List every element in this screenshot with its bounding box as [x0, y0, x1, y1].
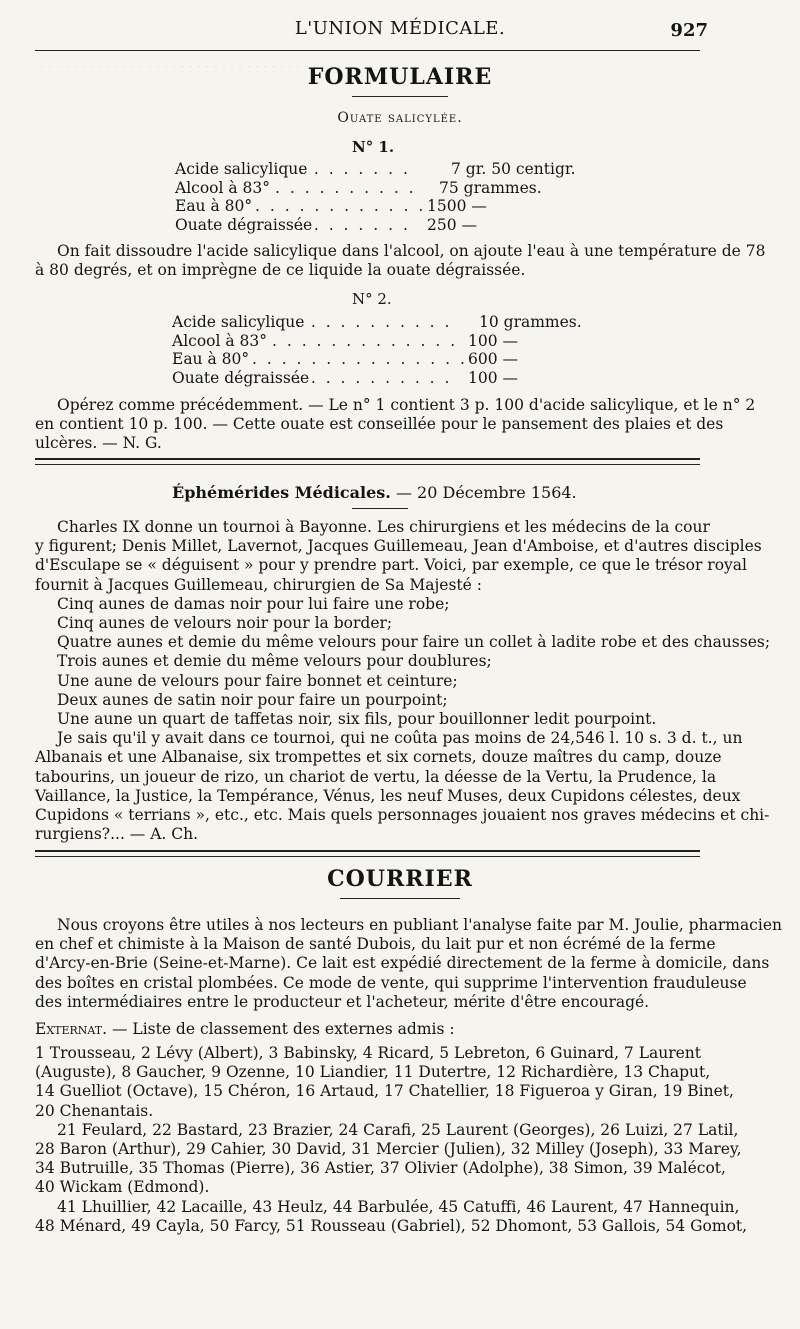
text-line: 41 Lhuillier, 42 Lacaille, 43 Heulz, 44 Barbulée, 45 Catuffi, 46 Laurent, 47 Hannequin, — [57, 1197, 740, 1216]
ingredient-qty: 250 — — [427, 216, 478, 234]
ephemerides-body — [35, 518, 771, 844]
text-line: 21 Feulard, 22 Bastard, 23 Brazier, 24 Carafi, 25 Laurent (Georges), 26 Luizi, 27 Latil, — [57, 1120, 739, 1139]
text-line: Cinq aunes de damas noir pour lui faire une robe; — [57, 594, 450, 613]
header-rule — [35, 50, 700, 51]
bleed-through-text: · · · · · · · · · · · · · · · · · · · · · · · · · · · · · · · · · · · · · — [40, 60, 342, 75]
text-line: Cinq aunes de velours noir pour la border; — [57, 614, 393, 633]
ephemerides-heading — [172, 483, 577, 502]
text-line: rurgiens?... — A. Ch. — [35, 825, 199, 844]
ingredient-name: Eau à 80° — [172, 350, 250, 368]
ingredient-row — [175, 179, 595, 198]
ingredient-row — [172, 350, 592, 369]
running-head: L'UNION MÉDICALE. — [294, 18, 506, 39]
text-line: y figurent; Denis Millet, Lavernot, Jacques Guillemeau, Jean d'Amboise, et d'autres disciples — [35, 537, 762, 556]
text-line: en contient 10 p. 100. — Cette ouate est conseillée pour le pansement des plaies et des — [35, 415, 724, 434]
leader-dots: . . . . . . . . . . . . — [255, 197, 426, 215]
text-line: Nous croyons être utiles à nos lecteurs en publiant l'analyse faite par M. Joulie, pharmacien — [57, 916, 782, 934]
text-line: 20 Chenantais. — [35, 1101, 154, 1120]
text-line: d'Esculape se « déguisent » pour y prendre part. Voici, par exemple, ce que le trésor royal — [35, 556, 747, 575]
heading-underline — [352, 508, 408, 509]
text-line: à 80 degrés, et on imprègne de ce liquide la ouate dégraissée. — [35, 261, 526, 280]
ingredient-row — [172, 313, 592, 332]
ingredient-row — [172, 332, 592, 351]
text-line: ulcères. — N. G. — [35, 434, 162, 453]
text-line: On fait dissoudre l'acide salicylique dans l'alcool, on ajoute l'eau à une température de 78 — [57, 242, 766, 260]
text-line: d'Arcy-en-Brie (Seine-et-Marne). Ce lait est expédié directement de la ferme à domicile, dans — [35, 954, 770, 973]
text-line: Albanais et une Albanaise, six trompettes et six cornets, douze maîtres du camp, douze — [35, 748, 722, 767]
ingredient-row — [175, 160, 595, 179]
title-underline — [352, 96, 448, 97]
ephemerides-title: Éphémérides Médicales. — [172, 483, 391, 502]
formulaire-subtitle: Ouate salicylée. — [337, 110, 463, 126]
formulaire-title: FORMULAIRE — [307, 64, 493, 90]
ingredient-row — [175, 197, 595, 216]
ingredient-row — [172, 369, 592, 388]
text-line: 34 Butruille, 35 Thomas (Pierre), 36 Astier, 37 Olivier (Adolphe), 38 Simon, 39 Malécot, — [35, 1159, 726, 1178]
text-line: 40 Wickam (Edmond). — [35, 1178, 210, 1197]
recipe-1-number: N° 1. — [352, 138, 395, 156]
ingredient-name: Alcool à 83° — [172, 332, 268, 350]
leader-dots: . . . . . . . . . . . . . . . — [252, 350, 468, 368]
ingredient-qty: 100 — — [468, 332, 519, 350]
recipe-2-instructions — [35, 396, 756, 454]
ingredient-name: Ouate dégraissée — [172, 369, 310, 387]
externat-label: Externat. — [35, 1020, 108, 1038]
courrier-title: COURRIER — [327, 866, 473, 892]
leader-dots: . . . . . . . . . . . — [296, 313, 452, 331]
ingredient-qty: 100 — — [468, 369, 519, 387]
leader-dots: . . . . . . . . . . . — [296, 369, 452, 387]
title-underline — [340, 898, 460, 899]
text-line: Vaillance, la Justice, la Tempérance, Vénus, les neuf Muses, deux Cupidons célestes, deux — [35, 786, 741, 805]
text-line: Quatre aunes et demie du même velours pour faire un collet à ladite robe et des chausses; — [57, 633, 771, 652]
text-line: en chef et chimiste à la Maison de santé Dubois, du lait pur et non écrémé de la ferme — [35, 935, 716, 954]
ingredient-name: Acide salicylique — [175, 160, 308, 178]
text-line: des intermédiaires entre le producteur et l'acheteur, mérite d'être encouragé. — [35, 992, 650, 1011]
ingredient-name: Eau à 80° — [175, 197, 253, 215]
ingredient-name: Acide salicylique — [172, 313, 305, 331]
text-line: 1 Trousseau, 2 Lévy (Albert), 3 Babinsky, 4 Ricard, 5 Lebreton, 6 Guinard, 7 Laurent — [35, 1044, 702, 1062]
page-header — [0, 18, 800, 48]
text-line: 28 Baron (Arthur), 29 Cahier, 30 David, 31 Mercier (Julien), 32 Milley (Joseph), 33 Marey, — [35, 1140, 742, 1159]
ingredient-name: Alcool à 83° — [175, 179, 271, 197]
externat-list — [35, 1044, 748, 1236]
ephemerides-date: — 20 Décembre 1564. — [395, 483, 577, 502]
ingredient-qty: 1500 — — [427, 197, 487, 215]
text-line: des boîtes en cristal plombées. Ce mode de vente, qui supprime l'intervention frauduleuse — [35, 973, 747, 992]
externat-intro: — Liste de classement des externes admis : — [111, 1020, 455, 1038]
text-line: (Auguste), 8 Gaucher, 9 Ozenne, 10 Liandier, 11 Dutertre, 12 Richardière, 13 Chaput, — [35, 1063, 711, 1082]
text-line: Une aune un quart de taffetas noir, six fils, pour bouillonner ledit pourpoint. — [57, 710, 657, 729]
text-line: Une aune de velours pour faire bonnet et ceinture; — [57, 671, 458, 690]
text-line: tabourins, un joueur de rizo, un chariot de vertu, la déesse de la Vertu, la Prudence, la — [35, 767, 717, 786]
leader-dots: . . . . . . . . . . — [275, 179, 417, 197]
ingredient-qty: 10 grammes. — [479, 313, 582, 331]
text-line: fournit à Jacques Guillemeau, chirurgien de Sa Majesté : — [35, 575, 482, 594]
leader-dots: . . . . . . . . — [299, 216, 411, 234]
text-line: Je sais qu'il y avait dans ce tournoi, qui ne coûta pas moins de 24,546 l. 10 s. 3 d. t., un — [57, 729, 743, 748]
page-number: 927 — [670, 20, 708, 41]
recipe-1-instructions — [35, 242, 766, 280]
text-line: 48 Ménard, 49 Cayla, 50 Farcy, 51 Rousseau (Gabriel), 52 Dhomont, 53 Gallois, 54 Gomot, — [35, 1216, 748, 1235]
externat-heading — [35, 1020, 700, 1039]
ingredient-qty: 75 grammes. — [439, 179, 542, 197]
text-line: Opérez comme précédemment. — Le n° 1 contient 3 p. 100 d'acide salicylique, et le n° 2 — [57, 396, 756, 414]
text-line: Deux aunes de satin noir pour faire un pourpoint; — [57, 690, 448, 709]
ingredient-row — [175, 216, 595, 235]
section-divider — [35, 850, 700, 857]
courrier-intro — [35, 916, 782, 1012]
text-line: 14 Guelliot (Octave), 15 Chéron, 16 Artaud, 17 Chatellier, 18 Figueroa y Giran, 19 Binet, — [35, 1082, 734, 1101]
leader-dots: . . . . . . . . . . . . . — [272, 332, 458, 350]
section-divider — [35, 458, 700, 465]
recipe-2-number: N° 2. — [352, 290, 392, 308]
text-line: Cupidons « terrians », etc., etc. Mais quels personnages jouaient nos graves médecins et chi- — [35, 806, 770, 825]
leader-dots: . . . . . . . . — [299, 160, 411, 178]
ingredient-name: Ouate dégraissée — [175, 216, 313, 234]
text-line: Charles IX donne un tournoi à Bayonne. Les chirurgiens et les médecins de la cour — [57, 518, 710, 536]
text-line: Trois aunes et demie du même velours pour doublures; — [57, 652, 492, 671]
ingredient-qty: 7 gr. 50 centigr. — [451, 160, 576, 178]
ingredient-qty: 600 — — [468, 350, 519, 368]
